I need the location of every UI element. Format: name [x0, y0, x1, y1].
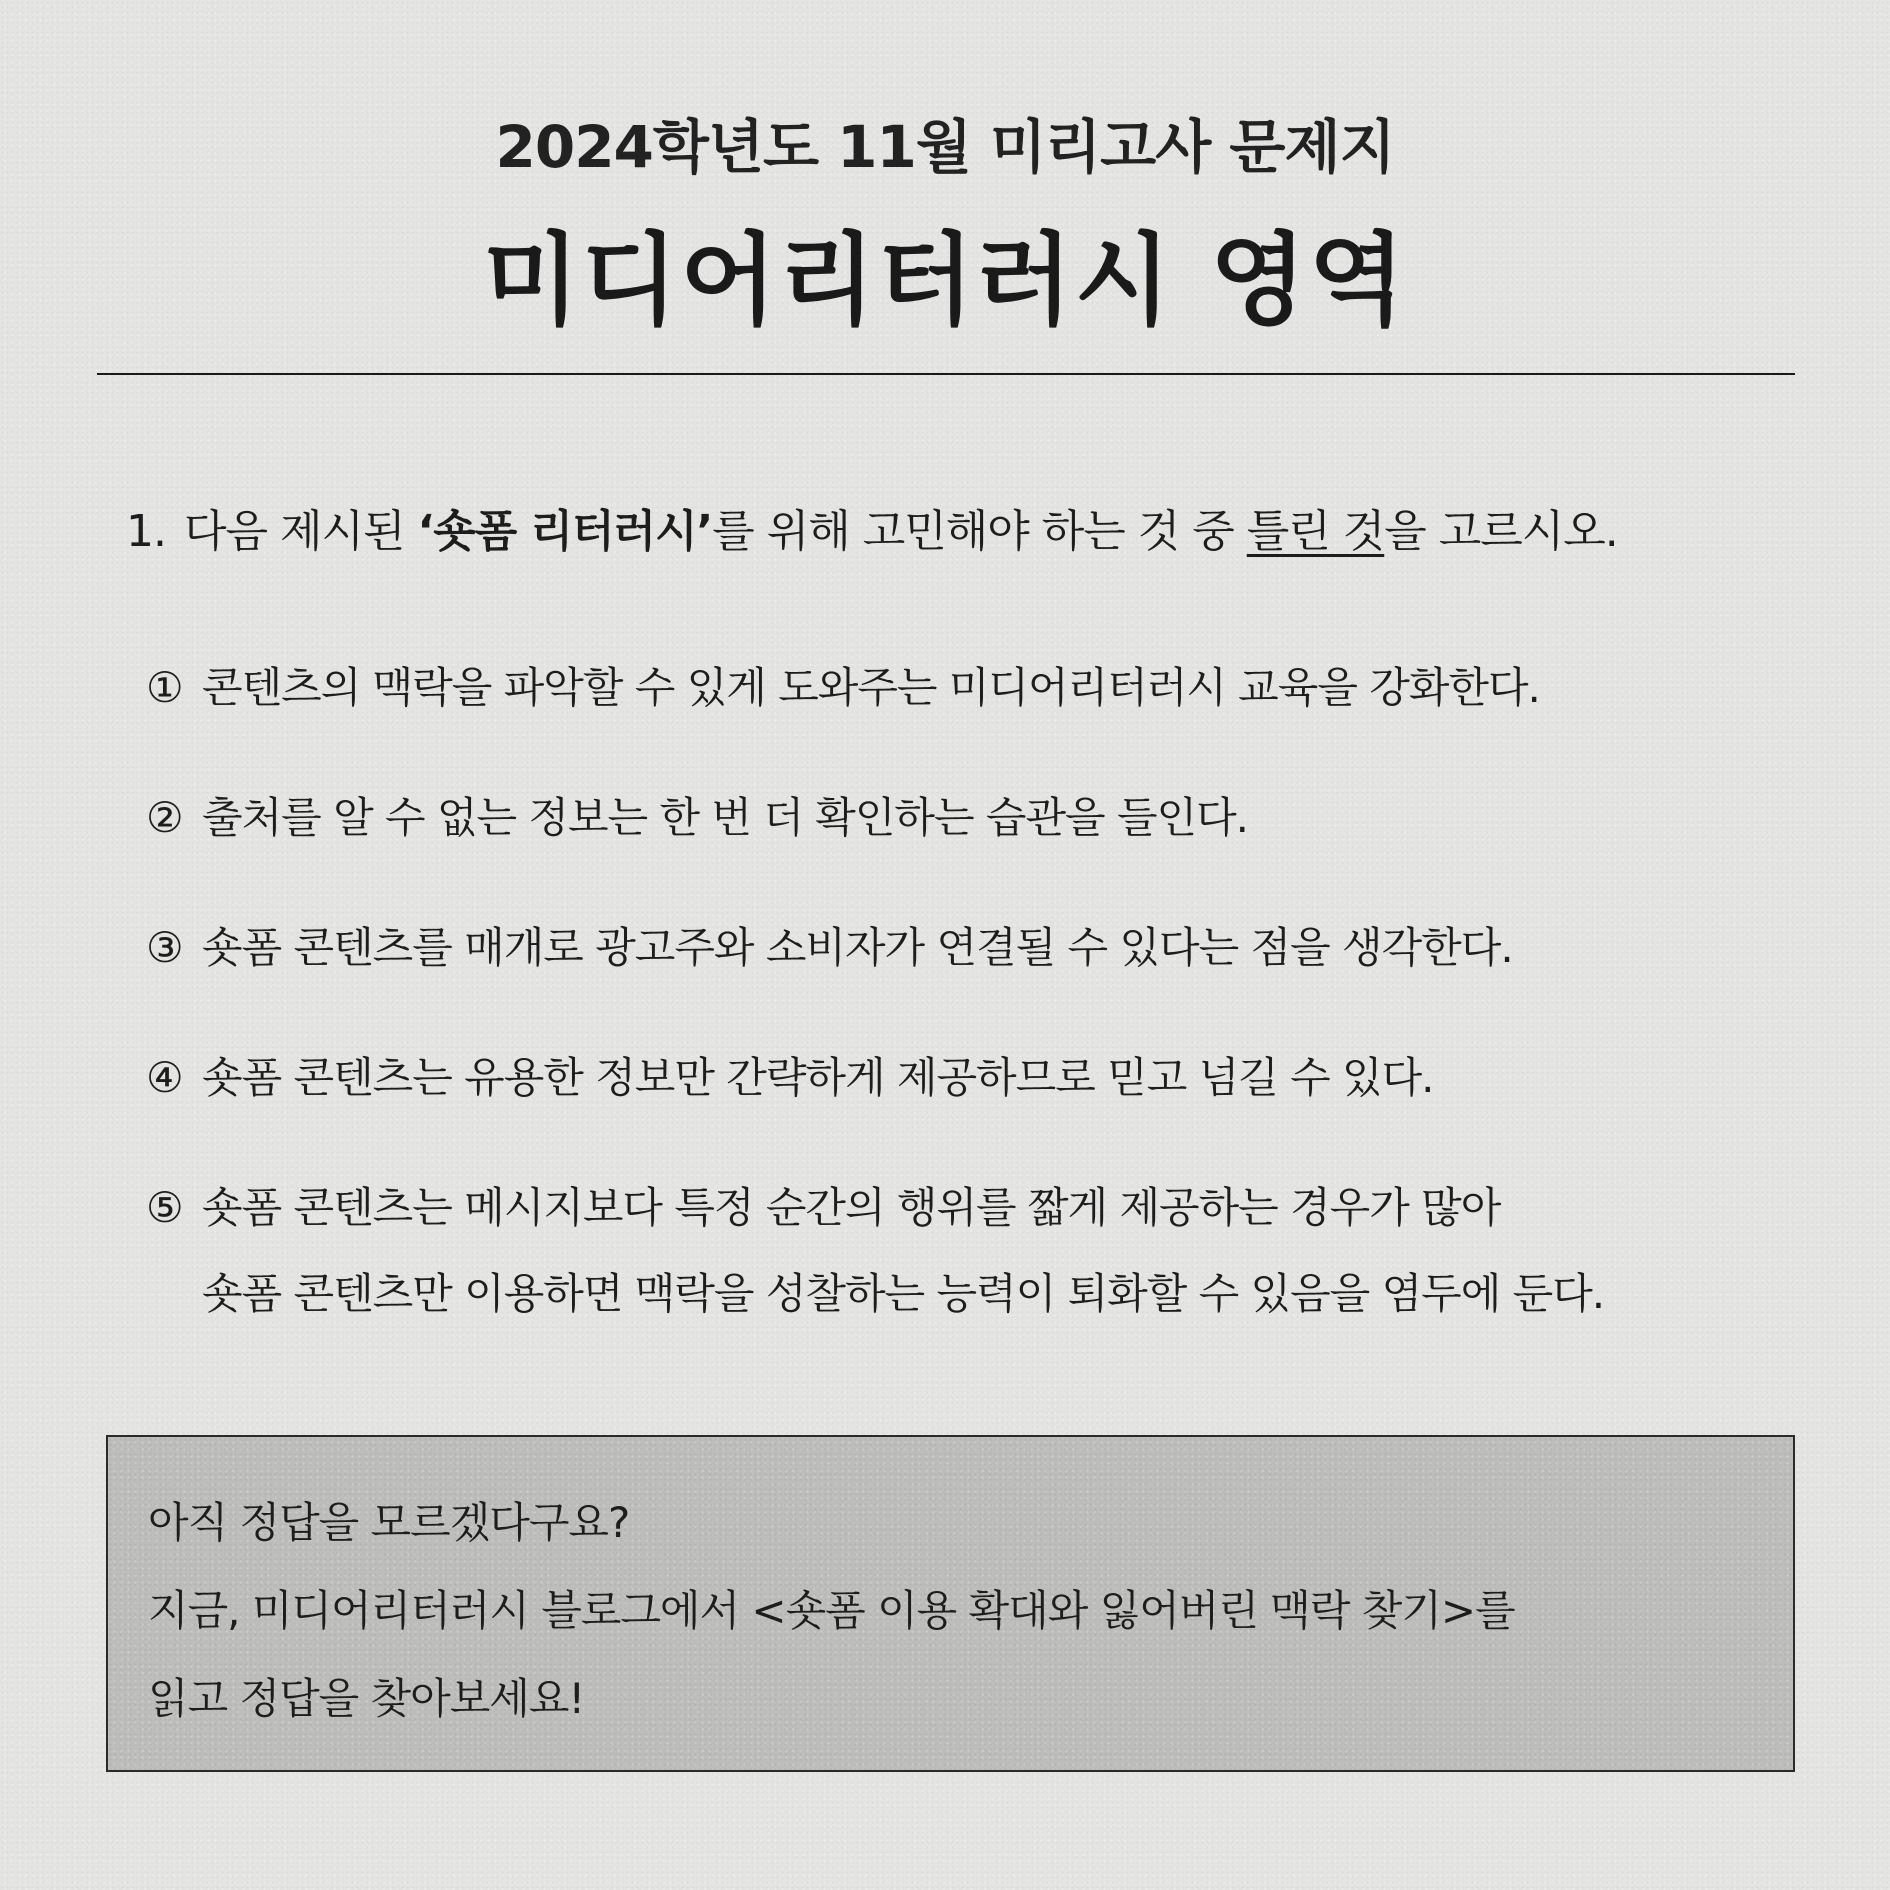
option-text: 출처를 알 수 없는 정보는 한 번 더 확인하는 습관을 들인다. [202, 793, 1249, 842]
answer-options [146, 645, 1806, 1381]
option-marker: ③ [146, 923, 183, 972]
option-3[interactable] [146, 905, 1806, 991]
notice-line-2: 지금, 미디어리터러시 블로그에서 <숏폼 이용 확대와 잃어버린 맥락 찾기>를 [148, 1586, 1515, 1635]
notice-line-3: 읽고 정답을 찾아보세요! [148, 1674, 585, 1723]
option-text: 숏폼 콘텐츠는 메시지보다 특정 순간의 행위를 짧게 제공하는 경우가 많아 숏폼 콘텐츠만 이용하면 맥락을 성찰하는 능력이 퇴화할 수 있음을 염두에 둔다. [202, 1183, 1605, 1318]
question-underline: 틀린 것 [1246, 506, 1385, 557]
question-number: 1. [126, 506, 166, 557]
question-text-before: 다음 제시된 [183, 506, 418, 557]
option-marker: ⑤ [146, 1183, 183, 1232]
option-1[interactable] [146, 645, 1806, 731]
option-2[interactable] [146, 775, 1806, 861]
exam-title: 2024학년도 11월 미리고사 문제지 [495, 113, 1395, 181]
section-title: 미디어리터러시 영역 [482, 222, 1408, 339]
option-text: 콘텐츠의 맥락을 파악할 수 있게 도와주는 미디어리터러시 교육을 강화한다. [202, 663, 1540, 712]
option-marker: ② [146, 793, 183, 842]
title-divider [97, 373, 1795, 375]
question-prompt [126, 495, 1826, 559]
option-text: 숏폼 콘텐츠를 매개로 광고주와 소비자가 연결될 수 있다는 점을 생각한다. [202, 923, 1513, 972]
question-text-middle: 를 위해 고민해야 하는 것 중 [712, 506, 1247, 557]
option-5[interactable] [146, 1165, 1806, 1337]
option-text: 숏폼 콘텐츠는 유용한 정보만 간략하게 제공하므로 믿고 넘길 수 있다. [202, 1053, 1434, 1102]
option-4[interactable] [146, 1035, 1806, 1121]
question-text-after: 을 고르시오. [1384, 506, 1618, 557]
blog-notice-box [106, 1435, 1795, 1772]
notice-line-1: 아직 정답을 모르겠다구요? [148, 1498, 630, 1547]
question-emphasis: ‘숏폼 리터러시’ [417, 506, 713, 557]
option-marker: ① [146, 663, 183, 712]
option-marker: ④ [146, 1053, 183, 1102]
